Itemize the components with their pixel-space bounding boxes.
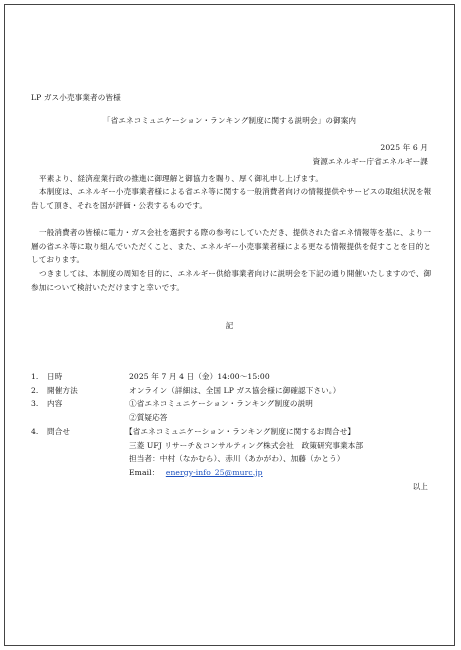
item-3-num: 3. <box>31 399 39 408</box>
item-2-value: オンライン（詳細は、全国 LP ガス協会様に御確認下さい。） <box>129 386 341 395</box>
item-3-line-2: ②質疑応答 <box>129 413 168 422</box>
paragraph-greeting: 平素より、経済産業行政の推進に御理解と御協力を賜り、厚く御礼申し上げます。 <box>39 174 324 183</box>
document-page <box>4 4 455 646</box>
item-4-num: 4. <box>31 427 39 436</box>
item-4-line-2: 三菱 UFJ リサーチ＆コンサルティング株式会社 政策研究事業本部 <box>129 441 364 450</box>
paragraph-request: つきましては、本制度の周知を目的に、エネルギー供給事業者向けに説明会を下記の通り開催いたしますので、御参加について検討いただけますと幸いです。 <box>31 269 432 292</box>
item-4-label: 問合せ <box>47 427 71 436</box>
issuer: 資源エネルギー庁省エネルギー課 <box>312 157 428 166</box>
item-3-line-1: ①省エネコミュニケーション・ランキング制度の説明 <box>129 399 313 408</box>
item-1-label: 日時 <box>47 372 63 381</box>
email-label: Email： <box>129 468 160 477</box>
item-3-label: 内容 <box>47 399 63 408</box>
item-1-value: 2025 年 7 月 4 日（金）14:00～15:00 <box>129 372 270 381</box>
item-4-line-1: 【省エネコミュニケーション・ランキング制度に関するお問合せ】 <box>125 427 356 436</box>
email-link[interactable]: energy-info_25@murc.jp <box>165 468 263 477</box>
item-1-num: 1. <box>31 372 39 381</box>
ijou: 以上 <box>412 482 428 491</box>
email-row <box>129 468 263 478</box>
paragraph-purpose: 一般消費者の皆様に電力・ガス会社を選択する際の参考にしていただき、提供された省エネ情報等を基に、より一層の省エネ等に取り組んでいただくこと、また、エネルギー小売事業者様による更なる情報提供を促すことを目的としております。 <box>31 228 432 265</box>
item-4-line-3: 担当者：中村（なかむら）、赤川（あかがわ）、加藤（かとう） <box>129 454 345 463</box>
ki-heading: 記 <box>225 321 234 330</box>
item-2-label: 開催方法 <box>47 386 78 395</box>
item-2-num: 2. <box>31 386 39 395</box>
paragraph-system: 本制度は、エネルギー小売事業者様による省エネ等に関する一般消費者向けの情報提供やサービスの取組状況を報告して頂き、それを国が評価・公表するものです。 <box>31 187 432 210</box>
date: 2025 年 6 月 <box>380 143 428 152</box>
document-title: 「省エネコミュニケーション・ランキング制度に関する説明会」の御案内 <box>102 116 357 125</box>
addressee: LP ガス小売事業者の皆様 <box>31 93 121 102</box>
